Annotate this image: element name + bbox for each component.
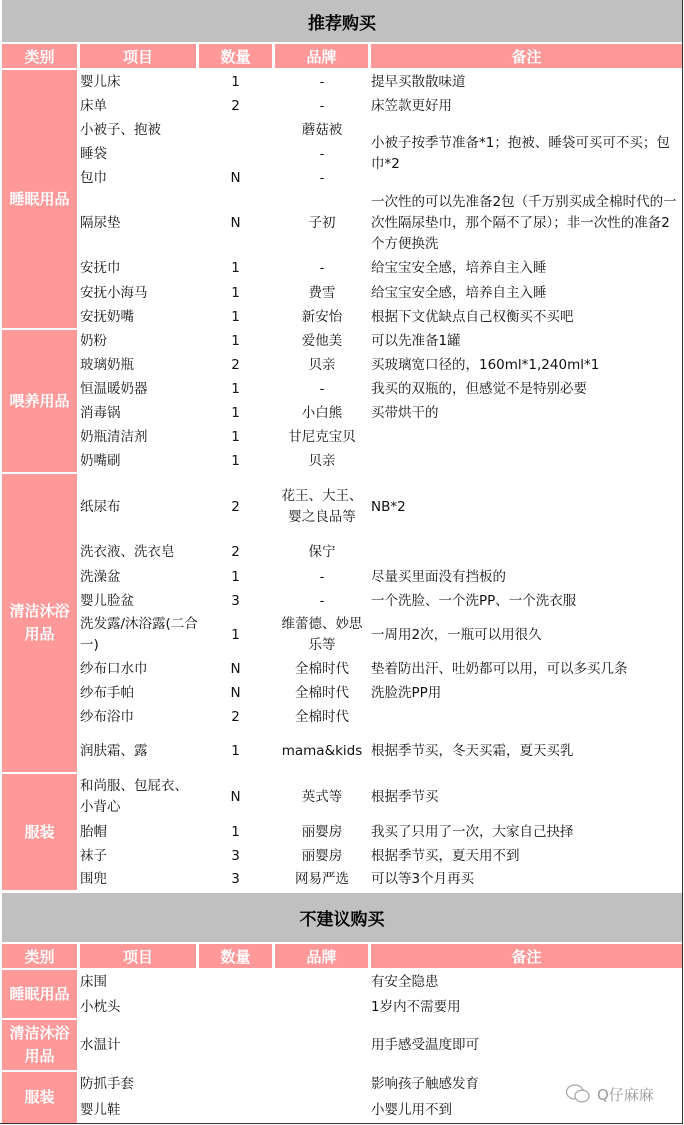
item-name: 婴儿鞋 bbox=[80, 1101, 121, 1118]
item-note: 影响孩子触感发育 bbox=[371, 1076, 479, 1092]
watermark-text: Q仔麻麻 bbox=[597, 1085, 654, 1104]
item-brand: - bbox=[319, 380, 325, 397]
item-quantity: 2 bbox=[231, 97, 240, 114]
item-brand: 小白熊 bbox=[301, 404, 343, 421]
item-note: 一周用2次，一瓶可以用很久 bbox=[371, 626, 542, 643]
item-note: 根据季节买，夏天用不到 bbox=[371, 847, 520, 864]
item-name: 奶瓶清洁剂 bbox=[80, 428, 148, 445]
section-title: 不建议购买 bbox=[2, 893, 682, 942]
item-quantity: 2 bbox=[231, 544, 240, 560]
item-note: NB*2 bbox=[371, 498, 406, 515]
column-header-category: 类别 bbox=[2, 44, 77, 68]
item-brand: 保宁 bbox=[308, 544, 336, 560]
item-quantity bbox=[199, 1072, 272, 1097]
item-name: 纱布手帕 bbox=[80, 684, 134, 701]
item-quantity: 1 bbox=[231, 308, 240, 325]
item-quantity: 1 bbox=[231, 428, 240, 445]
item-name: 小被子、抱被 bbox=[80, 121, 161, 138]
category-cell: 服装 bbox=[2, 774, 77, 890]
item-name: 玻璃奶瓶 bbox=[80, 356, 134, 373]
item-brand: - bbox=[319, 568, 325, 585]
item-note: 可以先准备1罐 bbox=[371, 333, 461, 349]
column-header-brand: 品牌 bbox=[275, 44, 368, 68]
item-note: 我买的双瓶的，但感觉不是特别必要 bbox=[371, 380, 587, 397]
item-name: 洗衣液、洗衣皂 bbox=[80, 544, 175, 560]
item-brand: - bbox=[319, 259, 325, 276]
item-quantity bbox=[199, 970, 272, 995]
item-quantity: N bbox=[230, 214, 241, 231]
item-note: 小婴儿用不到 bbox=[371, 1101, 452, 1118]
item-brand: 丽婴房 bbox=[301, 847, 343, 864]
item-note: 给宝宝安全感，培养自主入睡 bbox=[371, 259, 547, 276]
item-brand: 网易严选 bbox=[295, 870, 349, 887]
item-quantity: 1 bbox=[231, 823, 240, 840]
item-note: 尽量买里面没有挡板的 bbox=[371, 568, 506, 585]
item-quantity: N bbox=[230, 169, 241, 186]
item-quantity bbox=[199, 995, 272, 1020]
item-name: 纱布浴巾 bbox=[80, 708, 134, 725]
column-header-quantity: 数量 bbox=[199, 944, 272, 968]
item-brand: 子初 bbox=[308, 214, 336, 231]
item-quantity: 2 bbox=[231, 498, 240, 515]
item-note: 根据下文优缺点自己权衡买不买吧 bbox=[371, 308, 574, 325]
item-quantity bbox=[199, 1097, 272, 1123]
item-note: 用手感受温度即可 bbox=[371, 1036, 479, 1053]
item-quantity: 2 bbox=[231, 356, 240, 373]
item-brand: 甘尼克宝贝 bbox=[288, 428, 356, 445]
item-quantity: 1 bbox=[231, 626, 240, 643]
category-cell: 清洁沐浴用品 bbox=[2, 1020, 77, 1070]
item-brand: 丽婴房 bbox=[301, 823, 343, 840]
item-note: 1岁内不需要用 bbox=[371, 999, 461, 1015]
item-name: 恒温暖奶器 bbox=[80, 380, 148, 397]
item-name: 纸尿布 bbox=[80, 498, 121, 515]
item-quantity: N bbox=[230, 788, 241, 805]
column-header-note: 备注 bbox=[371, 944, 682, 968]
item-name: 胎帽 bbox=[80, 823, 107, 840]
item-name: 婴儿床 bbox=[80, 73, 121, 90]
item-quantity: N bbox=[230, 660, 241, 677]
item-note: 小被子按季节准备*1；抱被、睡袋可买可不买；包巾*2 bbox=[371, 135, 670, 172]
item-name: 和尚服、包屁衣、小背心 bbox=[80, 778, 188, 815]
section-title: 推荐购买 bbox=[2, 0, 682, 42]
column-header-note: 备注 bbox=[371, 44, 682, 68]
item-note: 我买了只用了一次，大家自己抉择 bbox=[371, 823, 574, 840]
item-brand: 英式等 bbox=[301, 788, 343, 805]
item-brand: 费雪 bbox=[308, 284, 336, 301]
item-brand: 全棉时代 bbox=[295, 660, 349, 677]
item-note: 一次性的可以先准备2包（千万别买成全棉时代的一次性隔尿垫巾，那个隔不了尿）；非一次性的准备2个方便换洗 bbox=[371, 193, 677, 252]
item-quantity: 3 bbox=[231, 592, 240, 609]
column-header-item: 项目 bbox=[80, 944, 196, 968]
item-quantity: 1 bbox=[231, 284, 240, 301]
item-name: 奶嘴刷 bbox=[80, 452, 121, 469]
column-header-brand: 品牌 bbox=[275, 944, 368, 968]
item-quantity: 1 bbox=[231, 568, 240, 585]
item-note: 根据季节买，冬天买霜，夏天买乳 bbox=[371, 742, 574, 759]
item-quantity bbox=[199, 118, 272, 142]
item-quantity bbox=[199, 142, 272, 166]
item-note: 垫着防出汗、吐奶都可以用，可以多买几条 bbox=[371, 660, 628, 677]
category-cell: 服装 bbox=[2, 1072, 77, 1123]
item-name: 婴儿脸盆 bbox=[80, 592, 134, 609]
item-name: 包巾 bbox=[80, 169, 107, 186]
item-brand bbox=[275, 1072, 369, 1097]
item-note: 买带烘干的 bbox=[371, 404, 439, 421]
item-brand bbox=[275, 970, 369, 995]
column-header-quantity: 数量 bbox=[199, 44, 272, 68]
item-name: 安抚巾 bbox=[80, 259, 121, 276]
wechat-icon bbox=[565, 1083, 591, 1105]
item-name: 床围 bbox=[80, 974, 107, 990]
item-quantity: 1 bbox=[231, 404, 240, 421]
item-quantity: 3 bbox=[231, 870, 240, 887]
item-name: 防抓手套 bbox=[80, 1076, 134, 1092]
item-brand: 蘑菇被 bbox=[301, 121, 343, 138]
item-brand: 贝亲 bbox=[308, 452, 336, 469]
item-name: 隔尿垫 bbox=[80, 214, 121, 231]
item-name: 小枕头 bbox=[80, 999, 121, 1015]
item-quantity: N bbox=[230, 684, 241, 701]
item-brand: - bbox=[319, 145, 325, 162]
item-note: 给宝宝安全感，培养自主入睡 bbox=[371, 284, 547, 301]
item-brand: - bbox=[319, 73, 325, 90]
category-cell: 喂养用品 bbox=[2, 330, 77, 472]
item-brand: 维蕾德、妙思乐等 bbox=[281, 616, 363, 653]
item-name: 消毒锅 bbox=[80, 404, 121, 421]
item-quantity: 1 bbox=[231, 452, 240, 469]
item-name: 袜子 bbox=[80, 847, 107, 864]
item-brand: 全棉时代 bbox=[295, 684, 349, 701]
item-note: 可以等3个月再买 bbox=[371, 870, 475, 887]
item-brand: 花王、大王、婴之良品等 bbox=[281, 488, 363, 525]
item-quantity: 3 bbox=[231, 847, 240, 864]
item-note: 根据季节买 bbox=[371, 788, 439, 805]
item-name: 水温计 bbox=[80, 1036, 121, 1053]
watermark bbox=[565, 1083, 654, 1105]
item-note: 洗脸洗PP用 bbox=[371, 684, 442, 701]
item-brand: 新安怡 bbox=[301, 308, 343, 325]
item-note: 床笠款更好用 bbox=[371, 97, 452, 114]
item-note: 买玻璃宽口径的，160ml*1,240ml*1 bbox=[371, 356, 600, 373]
item-name: 床单 bbox=[80, 97, 107, 114]
item-name: 睡袋 bbox=[80, 145, 107, 162]
item-note: 有安全隐患 bbox=[371, 974, 439, 990]
item-name: 安抚小海马 bbox=[80, 284, 148, 301]
category-cell: 睡眠用品 bbox=[2, 970, 77, 1018]
item-brand: - bbox=[319, 97, 325, 114]
item-name: 纱布口水巾 bbox=[80, 660, 148, 677]
item-name: 润肤霜、露 bbox=[80, 742, 148, 759]
item-name: 安抚奶嘴 bbox=[80, 308, 134, 325]
item-quantity: 1 bbox=[231, 380, 240, 397]
item-name: 洗发露/沐浴露(二合一) bbox=[80, 616, 198, 653]
item-brand: - bbox=[319, 592, 325, 609]
item-brand: - bbox=[319, 169, 325, 186]
item-quantity: 1 bbox=[231, 333, 240, 349]
item-quantity bbox=[199, 1020, 272, 1070]
item-quantity: 1 bbox=[231, 742, 240, 759]
item-brand bbox=[275, 995, 369, 1020]
item-brand bbox=[275, 1020, 369, 1070]
item-brand: 贝亲 bbox=[308, 356, 336, 373]
category-cell: 睡眠用品 bbox=[2, 70, 77, 328]
column-header-category: 类别 bbox=[2, 944, 77, 968]
item-name: 围兜 bbox=[80, 870, 107, 887]
category-cell: 清洁沐浴用品 bbox=[2, 474, 77, 772]
item-brand: mama&kids bbox=[281, 742, 363, 759]
column-header-item: 项目 bbox=[80, 44, 196, 68]
item-brand: 全棉时代 bbox=[295, 708, 349, 725]
item-note: 提早买散散味道 bbox=[371, 73, 466, 90]
item-brand bbox=[275, 1097, 369, 1123]
item-quantity: 1 bbox=[231, 73, 240, 90]
item-note: 一个洗脸、一个洗PP、一个洗衣服 bbox=[371, 592, 577, 609]
item-name: 奶粉 bbox=[80, 333, 107, 349]
item-brand: 爱他美 bbox=[301, 333, 343, 349]
item-quantity: 2 bbox=[231, 708, 240, 725]
item-quantity: 1 bbox=[231, 259, 240, 276]
item-name: 洗澡盆 bbox=[80, 568, 121, 585]
